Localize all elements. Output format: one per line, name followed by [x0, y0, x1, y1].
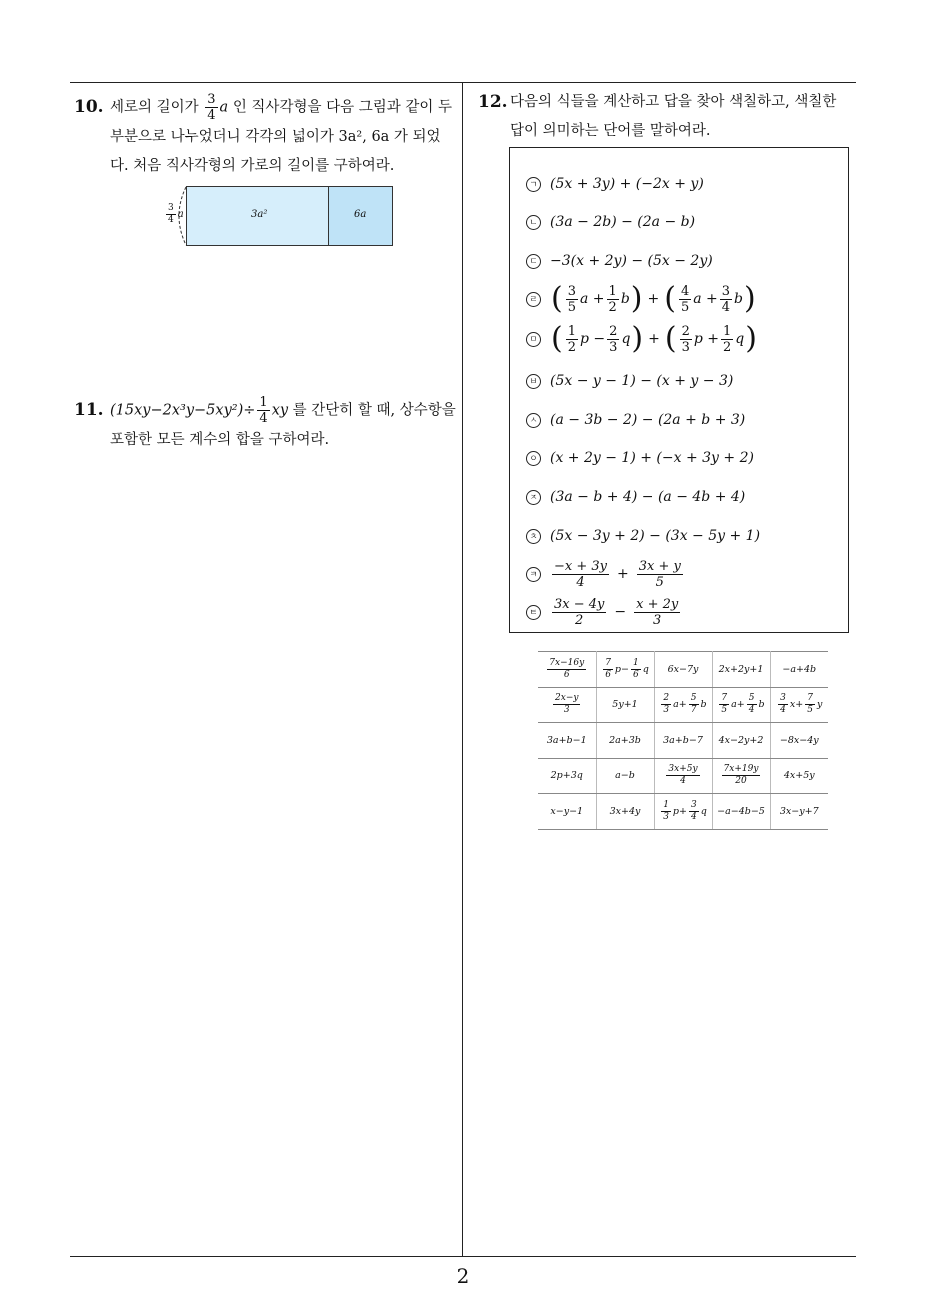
- page-number: 2: [456, 1264, 470, 1288]
- problem-number: 11.: [74, 400, 104, 420]
- expression-item: ㄱ (5x + 3y) + (−2x + y): [526, 166, 704, 202]
- side-length-label: $\frac{3}{4}$ a: [168, 203, 184, 225]
- problem-11: [74, 396, 458, 455]
- grid-cell[interactable]: 3a+b−7: [654, 723, 712, 759]
- grid-cell[interactable]: $\frac{7}{6}$ p− $\frac{1}{6}$ q: [596, 652, 654, 688]
- grid-cell[interactable]: a−b: [596, 758, 654, 794]
- grid-cell[interactable]: 4x−2y+2: [712, 723, 770, 759]
- grid-cell[interactable]: 4x+5y: [770, 758, 828, 794]
- grid-cell[interactable]: 2x+2y+1: [712, 652, 770, 688]
- problem-10-line-3: 다. 처음 직사각형의 가로의 길이를 구하여라.: [110, 157, 395, 174]
- bottom-rule: [70, 1256, 856, 1257]
- answer-grid: [538, 651, 828, 830]
- expression-box: [509, 147, 849, 633]
- grid-cell[interactable]: $\frac{1}{3}$ p+ $\frac{3}{4}$ q: [654, 794, 712, 830]
- problem-10-line-2: 부분으로 나누었더니 각각의 넓이가 3a², 6a 가 되었: [110, 128, 441, 145]
- grid-cell[interactable]: 6x−7y: [654, 652, 712, 688]
- problem-12-line-2: 답이 의미하는 단어를 말하여라.: [510, 123, 711, 139]
- grid-cell[interactable]: $\frac{3}{4}$ x+ $\frac{7}{5}$ y: [770, 687, 828, 723]
- grid-cell[interactable]: $\frac{3x+5y}{4}$: [654, 758, 712, 794]
- grid-cell[interactable]: 3a+b−1: [538, 723, 596, 759]
- right-rectangle: [328, 186, 393, 246]
- expression-item: ㅅ (a − 3b − 2) − (2a + b + 3): [526, 402, 745, 438]
- problem-12-line-1: 다음의 식들을 계산하고 답을 찾아 색칠하고, 색칠한: [510, 94, 837, 110]
- expression-item: ㅈ (3a − b + 4) − (a − 4b + 4): [526, 479, 745, 515]
- expression-item: ㅊ (5x − 3y + 2) − (3x − 5y + 1): [526, 518, 760, 554]
- grid-cell[interactable]: $\frac{7x+19y}{20}$: [712, 758, 770, 794]
- expression-item: ㄷ −3(x + 2y) − (5x − 2y): [526, 243, 713, 279]
- grid-cell[interactable]: x−y−1: [538, 794, 596, 830]
- grid-cell[interactable]: −a−4b−5: [712, 794, 770, 830]
- table-row: [538, 652, 828, 688]
- grid-cell[interactable]: $\frac{2}{3}$ a+ $\frac{5}{7}$ b: [654, 687, 712, 723]
- left-area-label: 3a²: [251, 209, 268, 220]
- grid-cell[interactable]: −8x−4y: [770, 723, 828, 759]
- problem-number: 12.: [478, 92, 508, 112]
- grid-cell[interactable]: 2a+3b: [596, 723, 654, 759]
- expression-item: ㅋ $\frac{-x + 3y}{4}$ + $\frac{3x + y}{5}$: [526, 556, 685, 592]
- problem-12: [478, 88, 862, 146]
- expression-item: ㅁ ( $\frac{1}{2}$ p − $\frac{2}{3}$ q ) + ( $\frac{2}{3}$ p + $\frac{1}{2}$ q ): [526, 321, 758, 357]
- grid-cell[interactable]: $\frac{7x-16y}{6}$: [538, 652, 596, 688]
- grid-cell[interactable]: 5y+1: [596, 687, 654, 723]
- problem-number: 10.: [74, 97, 104, 117]
- problem-11-line-2: 포함한 모든 계수의 합을 구하여라.: [110, 431, 330, 448]
- problem-11-line-1: (15xy−2x³y−5xy²)÷ $\frac{1}{4}$ xy 를 간단히 할 때, 상수항을: [110, 395, 456, 426]
- rectangle-figure: [160, 186, 400, 250]
- grid-cell[interactable]: 3x+4y: [596, 794, 654, 830]
- fraction: $\frac{3}{4}$: [207, 92, 216, 123]
- table-row: [538, 758, 828, 794]
- table-row: [538, 687, 828, 723]
- grid-cell[interactable]: $\frac{2x-y}{3}$: [538, 687, 596, 723]
- problem-10: [74, 93, 458, 181]
- left-rectangle: [186, 186, 329, 246]
- column-divider: [462, 82, 463, 1256]
- grid-cell[interactable]: $\frac{7}{5}$ a+ $\frac{5}{4}$ b: [712, 687, 770, 723]
- fraction: $\frac{1}{4}$: [259, 395, 268, 426]
- expression-item: ㄴ (3a − 2b) − (2a − b): [526, 204, 695, 240]
- table-row: [538, 794, 828, 830]
- top-rule: [70, 82, 856, 83]
- expression-item: ㅌ $\frac{3x - 4y}{2}$ − $\frac{x + 2y}{3}$: [526, 594, 682, 630]
- expression-item: ㄹ ( $\frac{3}{5}$ a + $\frac{1}{2}$ b ) + ( $\frac{4}{5}$ a + $\frac{3}{4}$ b ): [526, 281, 757, 317]
- right-area-label: 6a: [354, 209, 367, 220]
- grid-cell[interactable]: 2p+3q: [538, 758, 596, 794]
- problem-10-line-1: 세로의 길이가 $\frac{3}{4}$ a 인 직사각형을 다음 그림과 같이 두: [110, 92, 452, 123]
- grid-cell[interactable]: −a+4b: [770, 652, 828, 688]
- grid-cell[interactable]: 3x−y+7: [770, 794, 828, 830]
- expression-item: ㅇ (x + 2y − 1) + (−x + 3y + 2): [526, 440, 754, 476]
- expression-item: ㅂ (5x − y − 1) − (x + y − 3): [526, 363, 733, 399]
- table-row: [538, 723, 828, 759]
